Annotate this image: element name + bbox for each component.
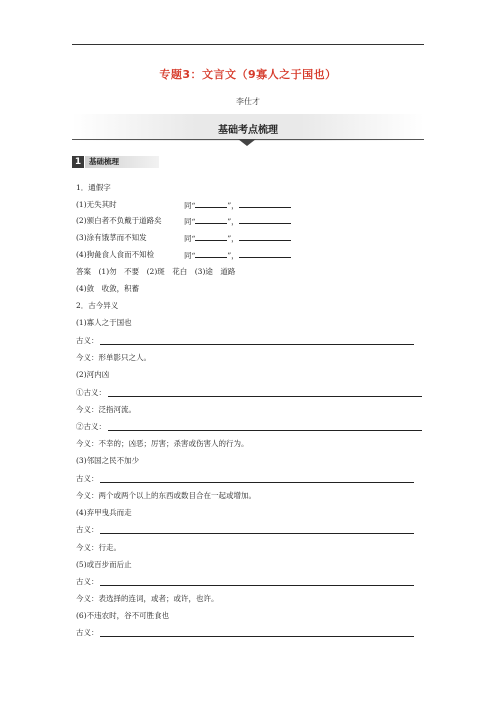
- tongjia-blank-4: 同“ ”，: [184, 250, 291, 261]
- answer-underline[interactable]: [100, 482, 414, 483]
- tongjia-blank-3: 同“ ”，: [184, 233, 291, 244]
- answer-underline[interactable]: [100, 585, 414, 586]
- answer-blank[interactable]: [239, 250, 291, 258]
- gujin-sentence-6: (6)不违农时，谷不可胜食也: [76, 611, 170, 620]
- subsection-heading: [72, 156, 162, 168]
- gujin-sentence-5: (5)或百步而后止: [76, 560, 132, 569]
- header-rule: [72, 44, 424, 45]
- modern-meaning: 今义：两个或两个以上的东西或数目合在一起或增加。: [76, 491, 256, 500]
- section-banner: [72, 114, 424, 141]
- modern-meaning: 今义：泛指河流。: [76, 405, 136, 414]
- answer-blank[interactable]: [239, 216, 291, 224]
- answer-underline[interactable]: [100, 636, 414, 637]
- answer-underline[interactable]: [100, 533, 414, 534]
- modern-meaning: 今义：行走。: [76, 543, 121, 552]
- tongjia-item-2: (2)颁白者不负戴于道路矣: [76, 216, 162, 225]
- ancient-label: ②古义：: [76, 422, 106, 431]
- answer-blank[interactable]: [195, 250, 227, 258]
- ancient-label: 古义：: [76, 336, 99, 345]
- modern-meaning: 今义：不幸的；凶恶；厉害；杀害或伤害人的行为。: [76, 439, 249, 448]
- gujin-sentence-1: (1)寡人之于国也: [76, 318, 132, 327]
- ancient-label: ①古义：: [76, 388, 106, 397]
- tongjia-blank-2: 同“ ”，: [184, 216, 291, 227]
- ancient-label: 古义：: [76, 577, 99, 586]
- subsection-label: 基础梳理: [85, 156, 159, 168]
- answer-underline[interactable]: [100, 344, 414, 345]
- answer-line-1: 答案 (1)勿 不要 (2)斑 花白 (3)途 道路: [76, 267, 236, 276]
- ancient-label: 古义：: [76, 628, 99, 637]
- ancient-label: 古义：: [76, 525, 99, 534]
- tongjia-item-3: (3)涂有饿莩而不知发: [76, 233, 147, 242]
- gujin-sentence-2: (2)河内凶: [76, 370, 110, 379]
- answer-blank[interactable]: [239, 233, 291, 241]
- answer-blank[interactable]: [195, 216, 227, 224]
- answer-blank[interactable]: [195, 200, 227, 208]
- answer-underline[interactable]: [108, 396, 422, 397]
- author-name: 李仕才: [236, 97, 260, 106]
- banner-arrow-icon: [238, 139, 256, 146]
- banner-title: 基础考点梳理: [218, 125, 278, 136]
- tongjia-blank-1: 同“ ”，: [184, 200, 291, 211]
- ancient-label: 古义：: [76, 474, 99, 483]
- answer-blank[interactable]: [195, 233, 227, 241]
- answer-blank[interactable]: [239, 200, 291, 208]
- gujin-sentence-3: (3)邻国之民不加少: [76, 456, 140, 465]
- modern-meaning: 今义：表选择的连词，或者；或许，也许。: [76, 594, 219, 603]
- tongjia-item-4: (4)狗彘食人食而不知检: [76, 250, 155, 259]
- tongjia-heading: 1．通假字: [76, 183, 111, 192]
- modern-meaning: 今义：形单影只之人。: [76, 353, 151, 362]
- answer-line-2: (4)敛 收敛，积蓄: [76, 284, 140, 293]
- document-title: 专题3：文言文（9寡人之于国也）: [159, 68, 337, 81]
- subsection-number: 1: [72, 156, 84, 168]
- gujin-heading: 2．古今异义: [76, 301, 119, 310]
- gujin-sentence-4: (4)弃甲曳兵而走: [76, 508, 132, 517]
- answer-underline[interactable]: [108, 430, 422, 431]
- tongjia-item-1: (1)无失其时: [76, 200, 117, 209]
